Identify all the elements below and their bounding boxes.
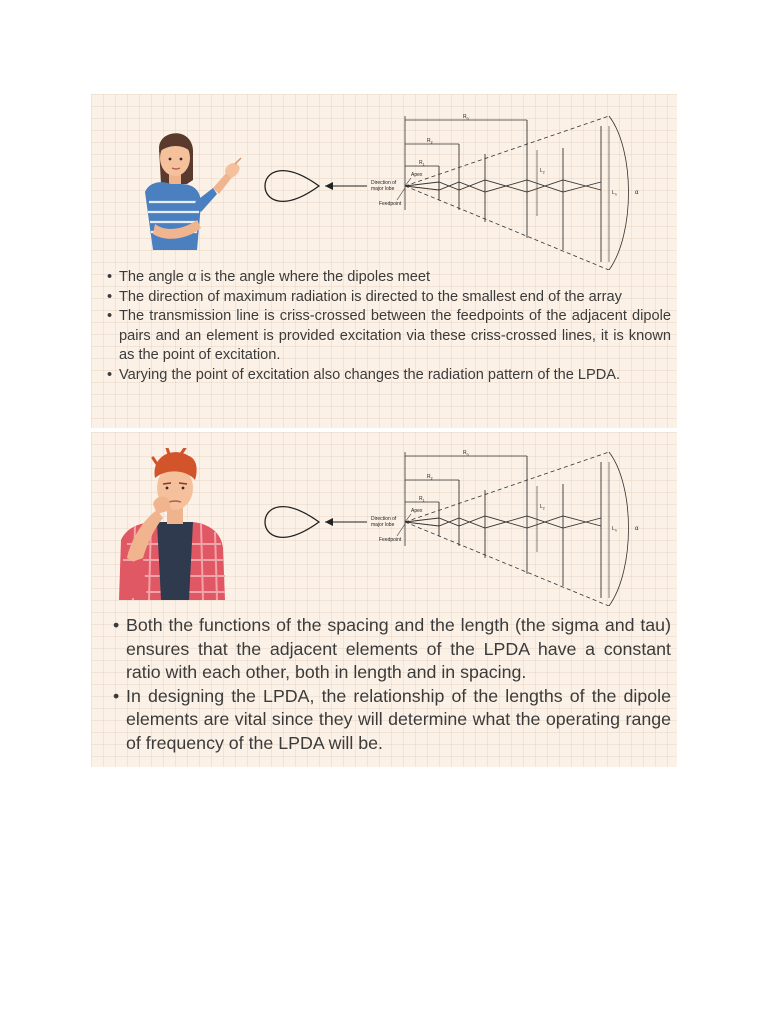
slide-panel-2 xyxy=(91,432,677,767)
r-low-label: $R_1$ xyxy=(419,496,425,503)
l-large-label: $L_n$ xyxy=(612,526,617,533)
bullet-item: • Both the functions of the spacing and the length (the sigma and tau) ensures that the adjacent elements of the LPDA have a constant ratio with each other, both in length and in spacing. xyxy=(113,614,671,685)
feedpoint-label: Feedpoint xyxy=(379,201,402,207)
l-large-label: $L_n$ xyxy=(612,190,617,197)
l-small-label: $L_2$ xyxy=(540,504,545,511)
radiation-lobe xyxy=(265,171,319,202)
r-top-label: $R_n$ xyxy=(463,114,469,121)
bullet-item: • The direction of maximum radiation is directed to the smallest end of the array xyxy=(107,288,671,308)
direction-label-line1: Direction of xyxy=(371,516,397,522)
direction-label-line2: major lobe xyxy=(371,186,395,192)
bullet-item: • Varying the point of excitation also changes the radiation pattern of the LPDA. xyxy=(107,366,671,386)
apex-label: Apex xyxy=(411,508,423,514)
bullet-list-2 xyxy=(113,614,671,756)
lpda-diagram xyxy=(263,110,663,270)
woman-illustration xyxy=(131,128,261,266)
feedpoint-label: Feedpoint xyxy=(379,537,402,543)
apex-label: Apex xyxy=(411,172,423,178)
radiation-lobe xyxy=(265,507,319,538)
direction-label-line1: Direction of xyxy=(371,180,397,186)
r-mid-label: $R_2$ xyxy=(427,138,433,145)
r-low-label: $R_1$ xyxy=(419,160,425,167)
r-top-label: $R_n$ xyxy=(463,450,469,457)
man-illustration xyxy=(117,448,237,600)
bullet-item: • In designing the LPDA, the relationship of the lengths of the dipole elements are vital since they will determine what the operating range of frequency of the LPDA will be. xyxy=(113,685,671,756)
alpha-label: α xyxy=(635,526,639,532)
direction-label-line2: major lobe xyxy=(371,522,395,528)
l-small-label: $L_2$ xyxy=(540,168,545,175)
slide-panel-1 xyxy=(91,94,677,428)
bullet-item: • The angle α is the angle where the dipoles meet xyxy=(107,268,671,288)
lpda-diagram xyxy=(263,446,663,606)
alpha-label: α xyxy=(635,190,639,196)
bullet-item: • The transmission line is criss-crossed between the feedpoints of the adjacent dipole pairs and an element is provided excitation via these criss-crossed lines, it is known as the point of excitation. xyxy=(107,307,671,366)
bullet-list-1 xyxy=(107,268,671,386)
r-mid-label: $R_2$ xyxy=(427,474,433,481)
